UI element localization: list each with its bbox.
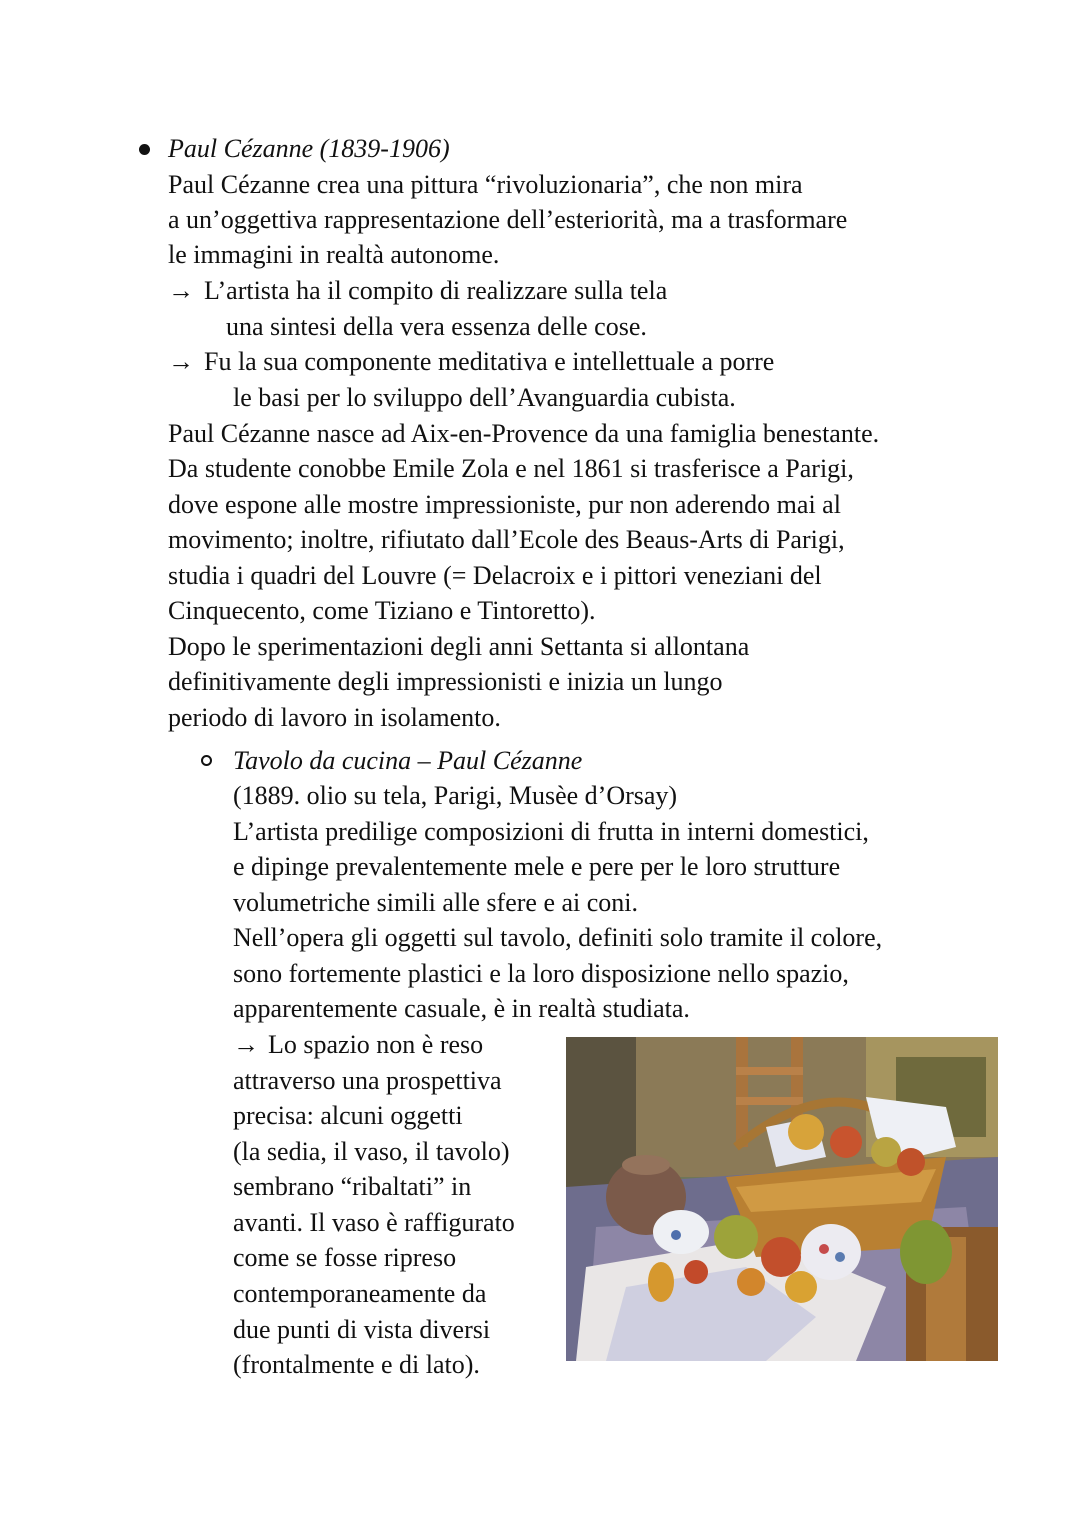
section-heading: Paul Cézanne (1839-1906) <box>168 134 450 163</box>
biography-line: dove espone alle mostre impressioniste, pur non aderendo mai al <box>168 490 841 519</box>
arrow-icon: → <box>168 276 194 305</box>
arrow-note-line: L’artista ha il compito di realizzare sulla tela <box>204 276 668 305</box>
artwork-description-line: apparentemente casuale, è in realtà studiata. <box>233 994 690 1023</box>
arrow-note-line: le basi per lo sviluppo dell’Avanguardia cubista. <box>233 383 736 412</box>
artwork-description-line: L’artista predilige composizioni di frutta in interni domestici, <box>233 817 869 846</box>
space-note-line: come se fosse ripreso <box>233 1243 457 1272</box>
artwork-details: (1889. olio su tela, Parigi, Musèe d’Orsay) <box>233 781 678 810</box>
biography-line: studia i quadri del Louvre (= Delacroix e i pittori veneziani del <box>168 561 822 590</box>
biography-line: Paul Cézanne nasce ad Aix-en-Provence da una famiglia benestante. <box>168 419 880 448</box>
artwork-title: Tavolo da cucina – Paul Cézanne <box>233 746 583 775</box>
arrow-note-line: Fu la sua componente meditativa e intellettuale a porre <box>204 347 775 376</box>
space-note-line: (la sedia, il vaso, il tavolo) <box>233 1137 510 1166</box>
sub-bullet-icon <box>201 755 212 766</box>
space-note-line: contemporaneamente da <box>233 1279 487 1308</box>
arrow-icon: → <box>168 347 194 376</box>
artwork-description-line: volumetriche simili alle sfere e ai coni. <box>233 888 639 917</box>
artwork-description-line: sono fortemente plastici e la loro disposizione nello spazio, <box>233 959 849 988</box>
artwork-description-line: Nell’opera gli oggetti sul tavolo, definiti solo tramite il colore, <box>233 923 883 952</box>
biography-line: Da studente conobbe Emile Zola e nel 1861 si trasferisce a Parigi, <box>168 454 854 483</box>
biography-line: movimento; inoltre, rifiutato dall’Ecole des Beaus-Arts di Parigi, <box>168 525 845 554</box>
space-note-line: (frontalmente e di lato). <box>233 1350 480 1379</box>
space-note-line: Lo spazio non è reso <box>268 1030 484 1059</box>
biography-line: definitivamente degli impressionisti e inizia un lungo <box>168 667 723 696</box>
bullet-icon <box>139 144 150 155</box>
space-note-line: attraverso una prospettiva <box>233 1066 502 1095</box>
space-note-line: sembrano “ribaltati” in <box>233 1172 472 1201</box>
intro-line: Paul Cézanne crea una pittura “rivoluzionaria”, che non mira <box>168 170 803 199</box>
artwork-description-line: e dipinge prevalentemente mele e pere per le loro strutture <box>233 852 841 881</box>
space-note-line: due punti di vista diversi <box>233 1315 491 1344</box>
space-note-line: precisa: alcuni oggetti <box>233 1101 463 1130</box>
biography-line: Cinquecento, come Tiziano e Tintoretto). <box>168 596 596 625</box>
biography-line: periodo di lavoro in isolamento. <box>168 703 501 732</box>
space-note-line: avanti. Il vaso è raffigurato <box>233 1208 515 1237</box>
arrow-icon: → <box>233 1030 259 1059</box>
biography-line: Dopo le sperimentazioni degli anni Settanta si allontana <box>168 632 750 661</box>
intro-line: le immagini in realtà autonome. <box>168 240 500 269</box>
painting-image <box>566 1037 998 1361</box>
intro-line: a un’oggettiva rappresentazione dell’esteriorità, ma a trasformare <box>168 205 848 234</box>
arrow-note-line: una sintesi della vera essenza delle cose. <box>226 312 647 341</box>
